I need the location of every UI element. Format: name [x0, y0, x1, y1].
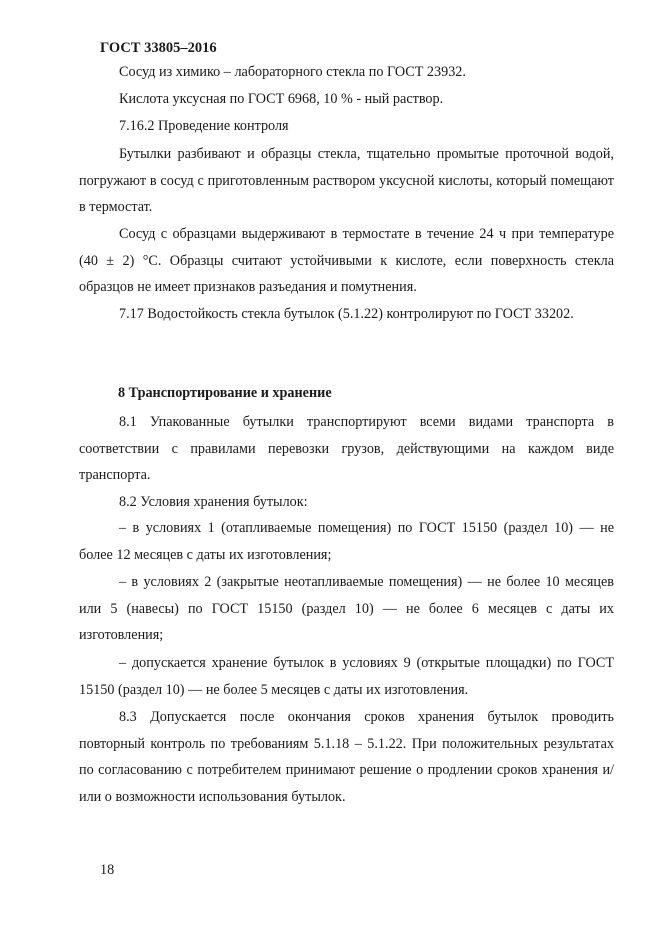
paragraph: 8.1 Упакованные бутылки транспортируют всеми видами транспорта в соответствии с правилами перевозки грузов, действующими на каждом виде транспорта.: [79, 414, 614, 484]
paragraph: 8.2 Условия хранения бутылок:: [119, 494, 308, 510]
paragraph: Сосуд с образцами выдерживают в термостате в течение 24 ч при температуре (40 ± 2) °С. Образцы считают устойчивыми к кислоте, если поверхность стекла образцов не имеет признаков разъедания и помутнения.: [79, 226, 614, 296]
list-item: – допускается хранение бутылок в условиях 9 (открытые площадки) по ГОСТ 15150 (раздел 10) — не более 5 месяцев с даты их изготовления.: [79, 655, 614, 698]
text-line: Сосуд из химико – лабораторного стекла по ГОСТ 23932.: [119, 64, 466, 80]
list-item: – в условиях 1 (отапливаемые помещения) по ГОСТ 15150 (раздел 10) — не более 12 месяцев с даты их изготовления;: [79, 520, 614, 563]
text-line: Кислота уксусная по ГОСТ 6968, 10 % - ный раствор.: [119, 91, 444, 107]
subclause-heading: 7.16.2 Проведение контроля: [119, 118, 289, 134]
section-title: 8 Транспортирование и хранение: [118, 385, 332, 401]
list-item: – в условиях 2 (закрытые неотапливаемые помещения) — не более 10 месяцев или 5 (навесы) по ГОСТ 15150 (раздел 10) — не более 6 месяцев с даты их изготовления;: [79, 574, 614, 644]
paragraph: Бутылки разбивают и образцы стекла, тщательно промытые проточной водой, погружают в сосуд с приготовленным раствором уксусной кислоты, который помещают в термостат.: [79, 146, 614, 216]
standard-header: ГОСТ 33805–2016: [100, 40, 217, 56]
paragraph: 7.17 Водостойкость стекла бутылок (5.1.22) контролируют по ГОСТ 33202.: [119, 306, 574, 322]
paragraph: 8.3 Допускается после окончания сроков хранения бутылок проводить повторный контроль по требованиям 5.1.18 – 5.1.22. При положительных результатах по согласованию с потребителем принимают решение о продлении сроков хранения и/или о возможности использования бутылок.: [79, 709, 614, 805]
page-number: 18: [100, 862, 115, 878]
